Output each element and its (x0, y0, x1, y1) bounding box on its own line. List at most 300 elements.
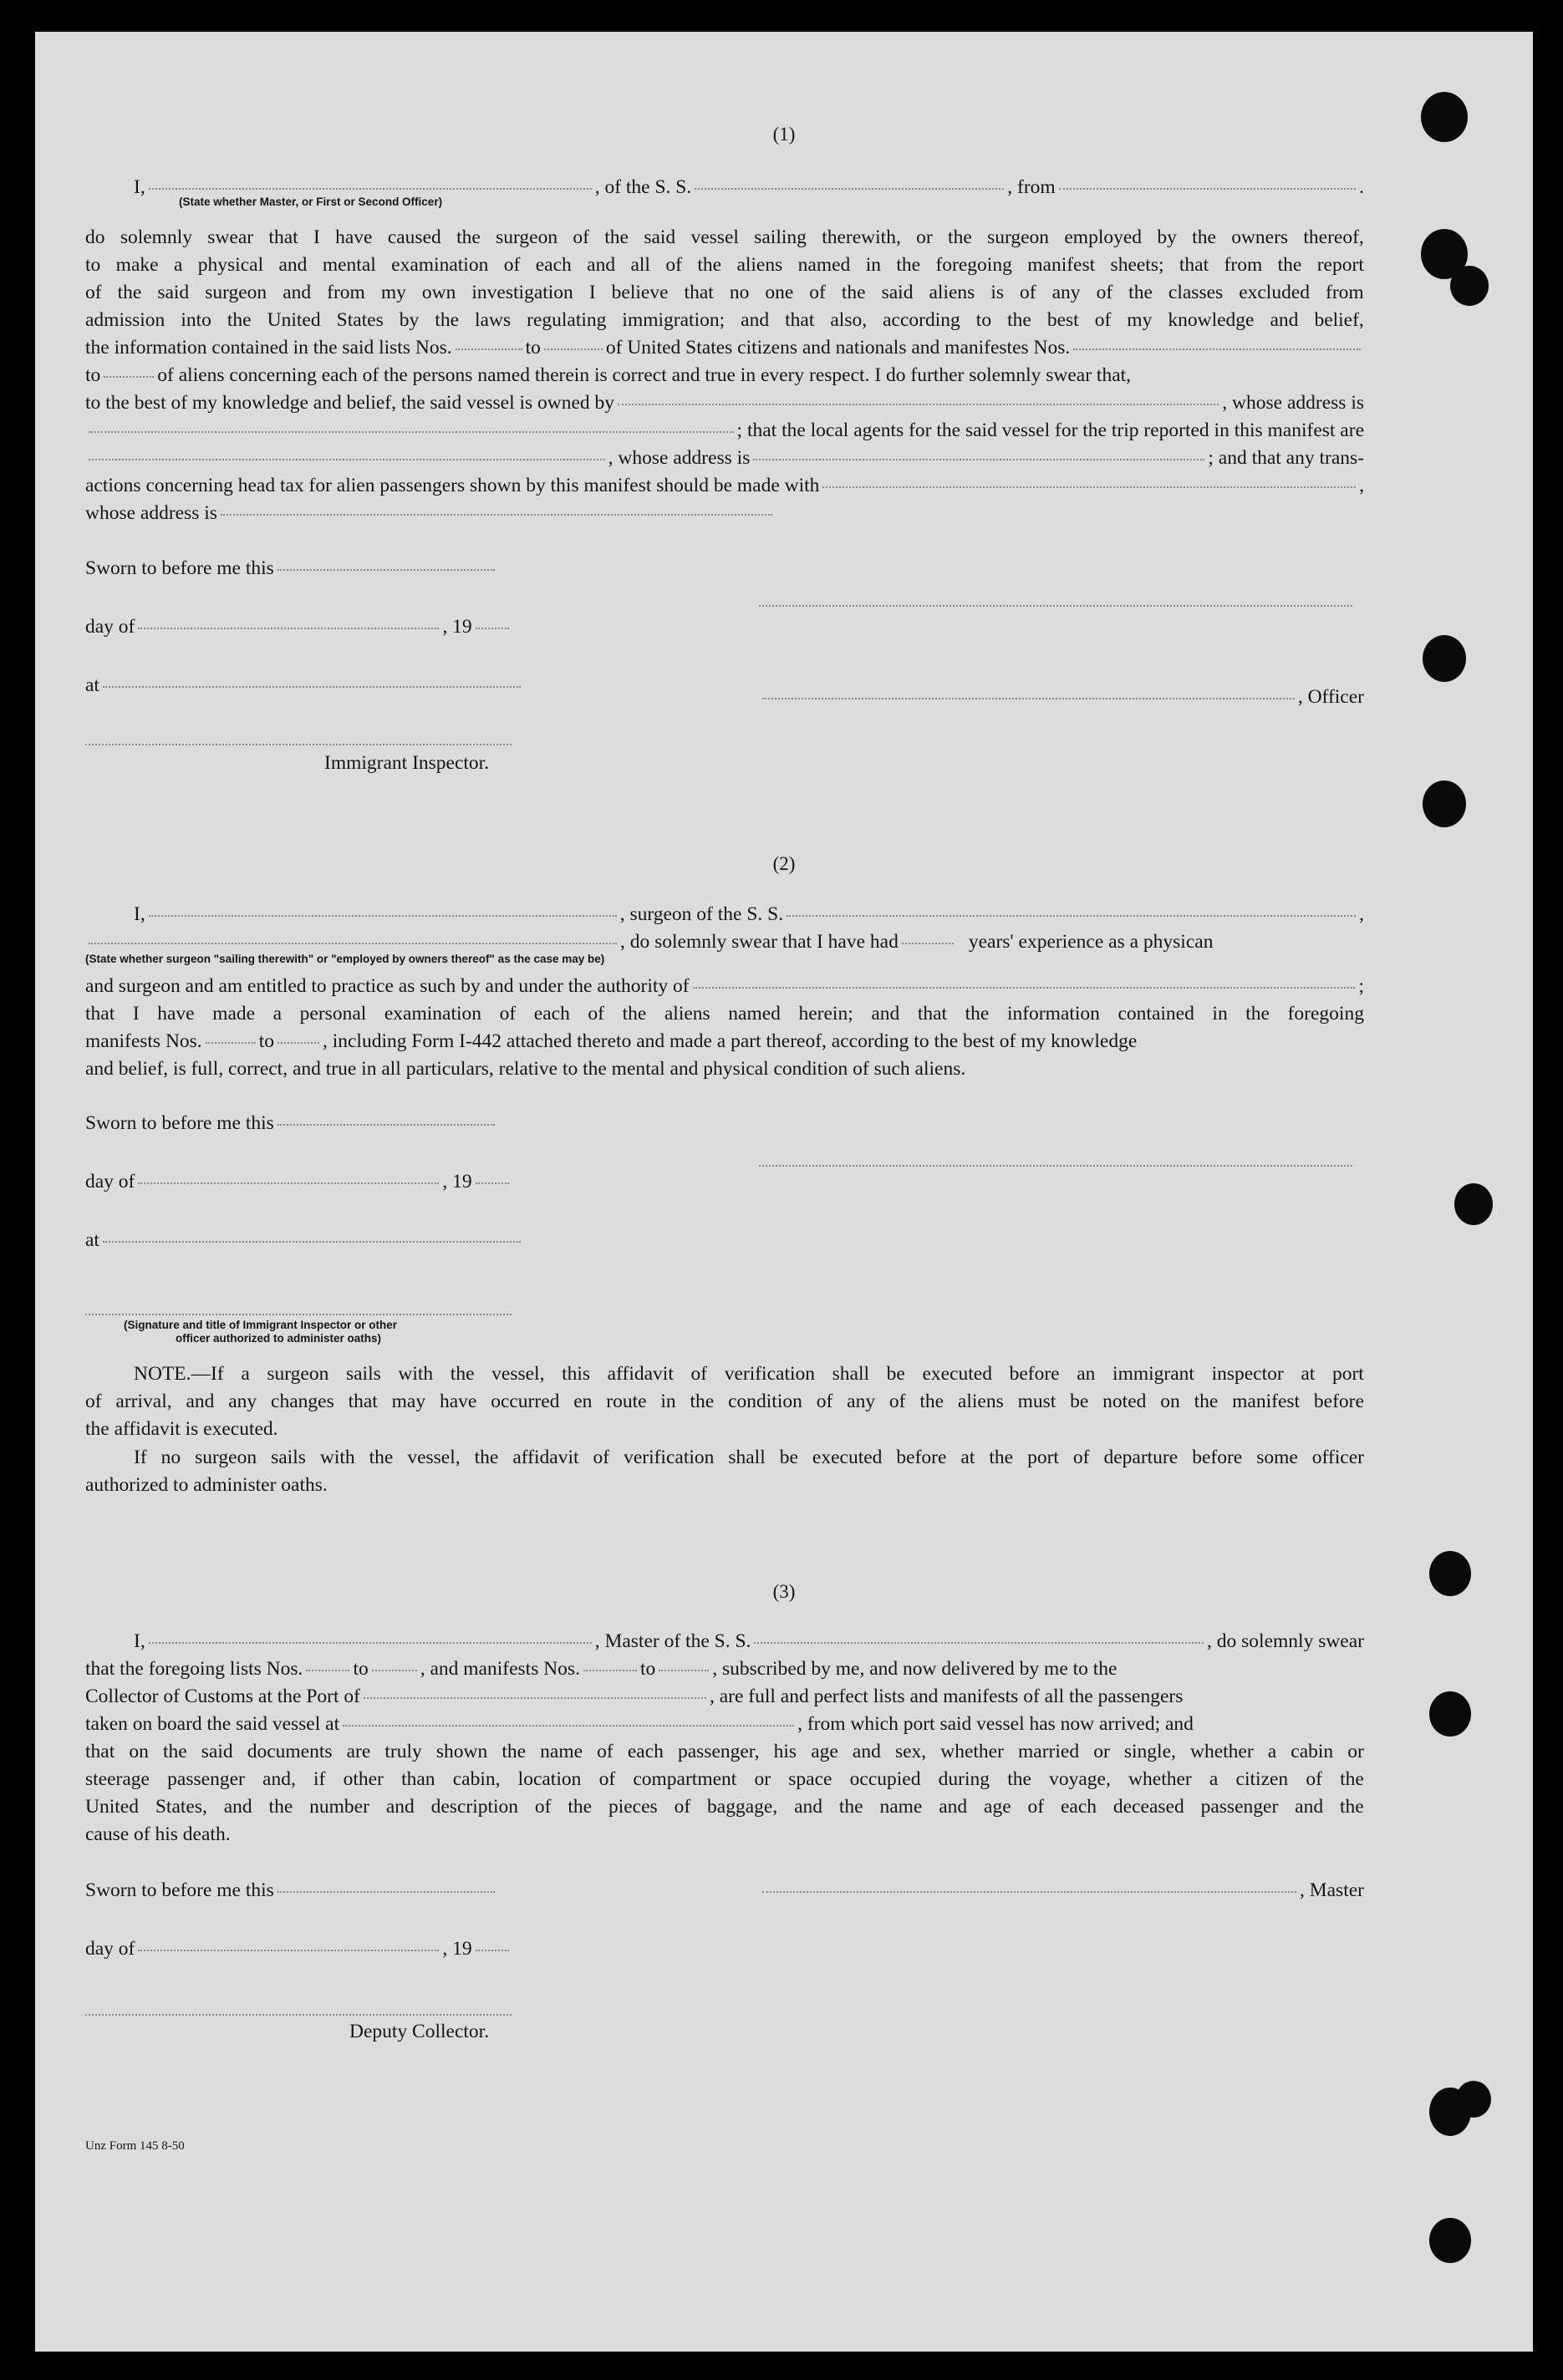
word: occupied (849, 1768, 921, 1790)
s1-text: of aliens concerning each of the persons named therein is correct and true in every respect. I do further solemnly swear that, (157, 364, 1132, 386)
s1-line-9 (85, 417, 1364, 445)
word: the (1277, 254, 1302, 276)
word: an (1077, 1363, 1096, 1385)
s3-text: , and manifests Nos. (420, 1658, 580, 1680)
word: and (278, 254, 308, 276)
word: report (1316, 254, 1364, 276)
s3-master-label: , Master (1299, 1879, 1364, 1901)
word: of (1027, 1796, 1045, 1818)
word: United (85, 1796, 139, 1818)
s3-collector-label: Deputy Collector. (349, 2021, 490, 2042)
word: said (201, 1741, 233, 1762)
word: and (1295, 1796, 1324, 1818)
s1-text: the information contained in the said lists Nos. (85, 337, 452, 359)
s1-dayof-line (85, 613, 1364, 641)
word: verification (724, 1363, 815, 1385)
s1-para-line (85, 307, 1364, 334)
word: a (241, 1363, 250, 1385)
word: the (1192, 226, 1216, 248)
s2-caption: (State whether surgeon "sailing therewith" or "employed by owners thereof" as the case may be) (85, 953, 605, 965)
word: that (85, 1741, 115, 1762)
word: that (917, 1003, 948, 1025)
s2-text: , surgeon of the S. S. (619, 903, 784, 925)
word: port (1331, 1363, 1364, 1385)
word: of (1094, 309, 1112, 331)
word: passenger, (677, 1741, 760, 1762)
s3-master-line (759, 1877, 1364, 1905)
word: each (627, 1741, 664, 1762)
word: of (1072, 1447, 1090, 1468)
word: during (938, 1768, 990, 1790)
word: of (1020, 282, 1036, 303)
word: sails (271, 1447, 306, 1468)
word: the (965, 1003, 990, 1025)
word: the (227, 309, 252, 331)
s1-text: . (1359, 176, 1364, 198)
word: to (85, 254, 101, 276)
s1-inspector-label: Immigrant Inspector. (324, 752, 490, 774)
s3-line-8: cause of his death. (85, 1823, 231, 1845)
s1-signature-line (759, 605, 1352, 607)
s2-dayof-line (85, 1168, 1364, 1196)
word: States (336, 309, 384, 331)
word: or (916, 226, 933, 248)
s2-text: to (258, 1030, 274, 1052)
word: if (313, 1768, 326, 1790)
word: before (896, 1447, 947, 1468)
word: married (1018, 1741, 1080, 1762)
s1-text: to (525, 337, 541, 359)
s2-year-label: , 19 (442, 1171, 472, 1193)
word: of (85, 282, 102, 303)
word: examination (384, 1003, 482, 1025)
word: the (1245, 1003, 1270, 1025)
word: whether (1128, 1768, 1192, 1790)
word: of (597, 1741, 613, 1762)
s3-collector-sig-line (85, 2014, 512, 2016)
word: best (1046, 309, 1079, 331)
word: and (186, 1391, 215, 1412)
word: the (268, 1796, 293, 1818)
word: sheets; (1110, 254, 1164, 276)
word: voyage, (1049, 1768, 1111, 1790)
word: personal (299, 1003, 367, 1025)
word: no (160, 1447, 181, 1468)
s1-para-line (85, 252, 1364, 279)
word: that (348, 1391, 378, 1412)
word: of (1306, 1768, 1322, 1790)
punch-hole (1429, 1691, 1471, 1737)
s1-text: to the best of my knowledge and belief, the said vessel is owned by (85, 392, 615, 414)
s2-line-4 (85, 1000, 1364, 1028)
word: the (1339, 1796, 1364, 1818)
s2-line-1 (134, 901, 1364, 928)
s1-inspector-sig-line (85, 744, 512, 745)
s3-line-1 (134, 1628, 1364, 1655)
word: his (773, 1741, 797, 1762)
word: classes (1168, 282, 1224, 303)
word: NOTE.—If (134, 1363, 224, 1385)
s2-note-line: authorized to administer oaths. (85, 1474, 328, 1496)
word: knowledge (1168, 309, 1255, 331)
word: have (439, 1391, 477, 1412)
s2-sig-caption-2: officer authorized to administer oaths) (176, 1332, 382, 1345)
word: vessel, (407, 1447, 461, 1468)
word: the (568, 1796, 593, 1818)
word: en (573, 1391, 593, 1412)
word: of (809, 282, 826, 303)
word: must (1017, 1391, 1056, 1412)
word: the (1007, 1768, 1031, 1790)
s1-line-11 (85, 472, 1364, 500)
word: the (690, 1391, 715, 1412)
s1-sworn-label: Sworn to before me this (85, 557, 274, 579)
word: a (1209, 1768, 1219, 1790)
word: I (588, 282, 596, 303)
word: age (811, 1741, 838, 1762)
s3-text: Collector of Customs at the Port of (85, 1686, 360, 1707)
s3-text: to (639, 1658, 656, 1680)
word: I (132, 1003, 140, 1025)
s2-text: I, (134, 903, 145, 925)
word: officer (1311, 1447, 1364, 1468)
word: also, (830, 309, 868, 331)
word: a (1267, 1741, 1277, 1762)
word: the (622, 1003, 647, 1025)
s1-text: , (1359, 475, 1364, 496)
s3-dayof-label: day of (85, 1938, 135, 1960)
word: States, (155, 1796, 207, 1818)
word: of (534, 1796, 552, 1818)
s1-year-label: , 19 (442, 616, 472, 638)
word: passenger (1200, 1796, 1279, 1818)
word: deceased (1112, 1796, 1184, 1818)
s3-line-6 (85, 1766, 1364, 1793)
word: location (517, 1768, 582, 1790)
s2-text: , including Form I-442 attached thereto and made a part thereof, according to the best of my knowledge (322, 1030, 1138, 1052)
word: be (779, 1447, 798, 1468)
s3-text: , subscribed by me, and now delivered by me to the (712, 1658, 1118, 1680)
word: description (430, 1796, 519, 1818)
word: other (343, 1768, 384, 1790)
form-page (35, 32, 1533, 2352)
word: my (380, 282, 406, 303)
s3-text: , are full and perfect lists and manifests of all the passengers (709, 1686, 1184, 1707)
word: cabin (1291, 1741, 1334, 1762)
s2-line-3 (85, 973, 1364, 1000)
word: information (1006, 1003, 1100, 1025)
s3-line-3 (85, 1683, 1364, 1711)
s2-line-6: and belief, is full, correct, and true in all particulars, relative to the mental and physical condition of such aliens. (85, 1058, 966, 1080)
word: that (1179, 254, 1209, 276)
word: than (401, 1768, 435, 1790)
word: on (1160, 1391, 1180, 1412)
word: made (212, 1003, 256, 1025)
word: shall (728, 1447, 766, 1468)
word: may (391, 1391, 426, 1412)
punch-hole (1423, 781, 1466, 827)
word: occurred (491, 1391, 560, 1412)
word: the (117, 282, 142, 303)
s1-at-label: at (85, 674, 99, 696)
word: the (1128, 282, 1153, 303)
word: immigration; (622, 309, 725, 331)
word: of (573, 226, 589, 248)
word: investigation (471, 282, 573, 303)
word: sails (345, 1363, 381, 1385)
word: manifest (1232, 1391, 1301, 1412)
word: cabin, (452, 1768, 501, 1790)
s2-text: , do solemnly swear that I have had (620, 931, 899, 953)
word: number (309, 1796, 369, 1818)
word: aliens (736, 254, 783, 276)
s1-line-8 (85, 389, 1364, 417)
s3-line-5 (85, 1738, 1364, 1766)
word: the (1340, 1768, 1364, 1790)
s2-text: ; (1358, 975, 1364, 997)
s1-line-7 (85, 362, 1364, 389)
s1-text: , of the S. S. (594, 176, 692, 198)
word: affidavit (512, 1447, 579, 1468)
word: of (499, 1003, 517, 1025)
word: some (1256, 1447, 1298, 1468)
word: the (604, 226, 629, 248)
word: shown (435, 1741, 488, 1762)
s3-line-2 (85, 1655, 1364, 1683)
word: laws (475, 309, 512, 331)
word: each (535, 254, 572, 276)
word: contained (1118, 1003, 1194, 1025)
word: believe (611, 282, 669, 303)
s2-text: manifests Nos. (85, 1030, 202, 1052)
word: age (984, 1796, 1011, 1818)
s1-text: , from (1007, 176, 1056, 198)
word: pieces (608, 1796, 658, 1818)
punch-hole (1423, 635, 1466, 682)
word: sex, (894, 1741, 927, 1762)
punch-hole (1429, 2218, 1471, 2263)
word: of (598, 1768, 616, 1790)
word: to (975, 309, 992, 331)
s2-sworn-line (85, 1110, 1364, 1137)
word: and (871, 1003, 900, 1025)
word: my (1127, 309, 1153, 331)
s2-line-5 (85, 1028, 1364, 1055)
word: of (588, 1003, 604, 1025)
word: aliens (929, 282, 975, 303)
word: changes (271, 1391, 334, 1412)
word: this (562, 1363, 591, 1385)
s1-text: ; that the local agents for the said vessel for the trip reported in this manifest are (736, 420, 1364, 441)
word: condition (728, 1391, 802, 1412)
word: thereof, (1303, 226, 1364, 248)
word: of (665, 254, 682, 276)
word: surgeon (267, 1363, 329, 1385)
word: examination (391, 254, 489, 276)
s2-text: years' experience as a physican (968, 931, 1214, 953)
s2-dayof-label: day of (85, 1171, 135, 1193)
word: the (948, 226, 972, 248)
word: said (644, 226, 676, 248)
punch-hole (1456, 2081, 1491, 2118)
word: said (157, 282, 190, 303)
word: of (503, 254, 521, 276)
word: no (729, 282, 750, 303)
word: named (728, 1003, 781, 1025)
word: of (816, 1391, 833, 1412)
word: belief, (1314, 309, 1364, 331)
word: surgeon (496, 226, 558, 248)
word: immigrant (1112, 1363, 1194, 1385)
section-1-number: (1) (772, 124, 796, 145)
s2-text: and surgeon and am entitled to practice as such by and under the authority of (85, 975, 690, 997)
word: surgeon (987, 226, 1050, 248)
word: executed (922, 1363, 992, 1385)
word: that (85, 1003, 115, 1025)
word: be (1070, 1391, 1089, 1412)
word: with (398, 1363, 434, 1385)
word: a (173, 254, 183, 276)
s3-text: I, (134, 1630, 145, 1652)
word: on (129, 1741, 149, 1762)
word: therewith, (822, 226, 901, 248)
word: and (794, 1796, 822, 1818)
word: any (847, 1391, 876, 1412)
word: one (765, 282, 794, 303)
word: regulating (527, 309, 607, 331)
word: according (883, 309, 960, 331)
s2-sig-caption-1: (Signature and title of Immigrant Inspector or other (124, 1319, 398, 1331)
s1-officer-line (759, 684, 1364, 711)
word: the (989, 1447, 1014, 1468)
word: arrival, (115, 1391, 172, 1412)
s1-para-line (85, 279, 1364, 307)
word: have (335, 226, 373, 248)
s3-line-4 (85, 1711, 1364, 1738)
form-number: Unz Form 145 8-50 (85, 2139, 185, 2153)
word: in (1212, 1003, 1228, 1025)
word: or (754, 1768, 771, 1790)
word: the (450, 1363, 475, 1385)
section-3-number: (3) (772, 1581, 796, 1602)
word: from (1326, 282, 1364, 303)
word: each (1061, 1796, 1097, 1818)
word: United (267, 309, 321, 331)
word: at (960, 1447, 975, 1468)
word: with (319, 1447, 355, 1468)
word: name (879, 1796, 923, 1818)
word: steerage (85, 1768, 150, 1790)
punch-hole (1454, 1183, 1493, 1225)
word: vessel, (491, 1363, 545, 1385)
s1-line-6 (85, 334, 1364, 362)
s1-text: of United States citizens and nationals and manifestes Nos. (605, 337, 1071, 359)
s2-sworn-label: Sworn to before me this (85, 1112, 274, 1134)
word: solemnly (120, 226, 192, 248)
word: the (501, 1741, 527, 1762)
s3-dayof-line (85, 1935, 1364, 1963)
word: before (1313, 1391, 1364, 1412)
s3-text: to (353, 1658, 369, 1680)
s1-text: ; and that any trans- (1208, 447, 1364, 469)
word: that (785, 309, 815, 331)
s2-inspector-sig-line (85, 1314, 512, 1315)
s2-note-line (85, 1388, 1364, 1416)
word: the (456, 226, 481, 248)
s1-para-line (85, 224, 1364, 252)
word: name (540, 1741, 583, 1762)
s1-text: whose address is (85, 502, 217, 524)
word: caused (387, 226, 441, 248)
word: surgeon (195, 1447, 257, 1468)
word: of (888, 1391, 906, 1412)
s3-text: , Master of the S. S. (594, 1630, 751, 1652)
word: shall (832, 1363, 870, 1385)
s1-caption: (State whether Master, or First or Second Officer) (179, 196, 443, 208)
word: and (852, 1741, 881, 1762)
word: from (327, 282, 365, 303)
word: each (533, 1003, 570, 1025)
word: the (1007, 309, 1031, 331)
s3-text: taken on board the said vessel at (85, 1713, 340, 1735)
word: any (1051, 282, 1081, 303)
word: route (606, 1391, 647, 1412)
word: by (399, 309, 420, 331)
s1-text: , whose address is (608, 447, 751, 469)
word: the (919, 1391, 944, 1412)
s3-text: that the foregoing lists Nos. (85, 1658, 303, 1680)
s2-note-line (134, 1360, 1364, 1388)
word: of (85, 1391, 102, 1412)
word: documents (247, 1741, 333, 1762)
s1-text: , whose address is (1222, 392, 1364, 414)
s3-year-label: , 19 (442, 1938, 472, 1960)
word: whether (940, 1741, 1004, 1762)
word: and (385, 1796, 415, 1818)
s2-at-line (85, 1227, 1364, 1254)
word: named (797, 254, 851, 276)
word: before (1192, 1447, 1243, 1468)
word: and, (262, 1768, 296, 1790)
word: and (283, 282, 312, 303)
word: of (1096, 282, 1113, 303)
s1-sworn-line (85, 555, 1364, 582)
word: admission (85, 309, 165, 331)
word: employed (1064, 226, 1143, 248)
word: of (674, 1796, 691, 1818)
word: the (838, 1796, 863, 1818)
word: in (660, 1391, 676, 1412)
word: by (1157, 226, 1177, 248)
word: excluded (1239, 282, 1311, 303)
word: verification (624, 1447, 715, 1468)
word: own (421, 282, 456, 303)
word: and (1270, 309, 1299, 331)
word: said (881, 282, 914, 303)
word: space (788, 1768, 832, 1790)
word: the (474, 1447, 499, 1468)
word: herein; (798, 1003, 853, 1025)
word: mental (322, 254, 376, 276)
word: the (841, 282, 866, 303)
s2-signature-line (759, 1165, 1352, 1167)
word: of (593, 1447, 610, 1468)
word: a (272, 1003, 283, 1025)
s3-sworn-label: Sworn to before me this (85, 1879, 274, 1901)
s3-text: , from which port said vessel has now arrived; and (797, 1713, 1194, 1735)
word: before (1009, 1363, 1060, 1385)
word: from (1224, 254, 1263, 276)
